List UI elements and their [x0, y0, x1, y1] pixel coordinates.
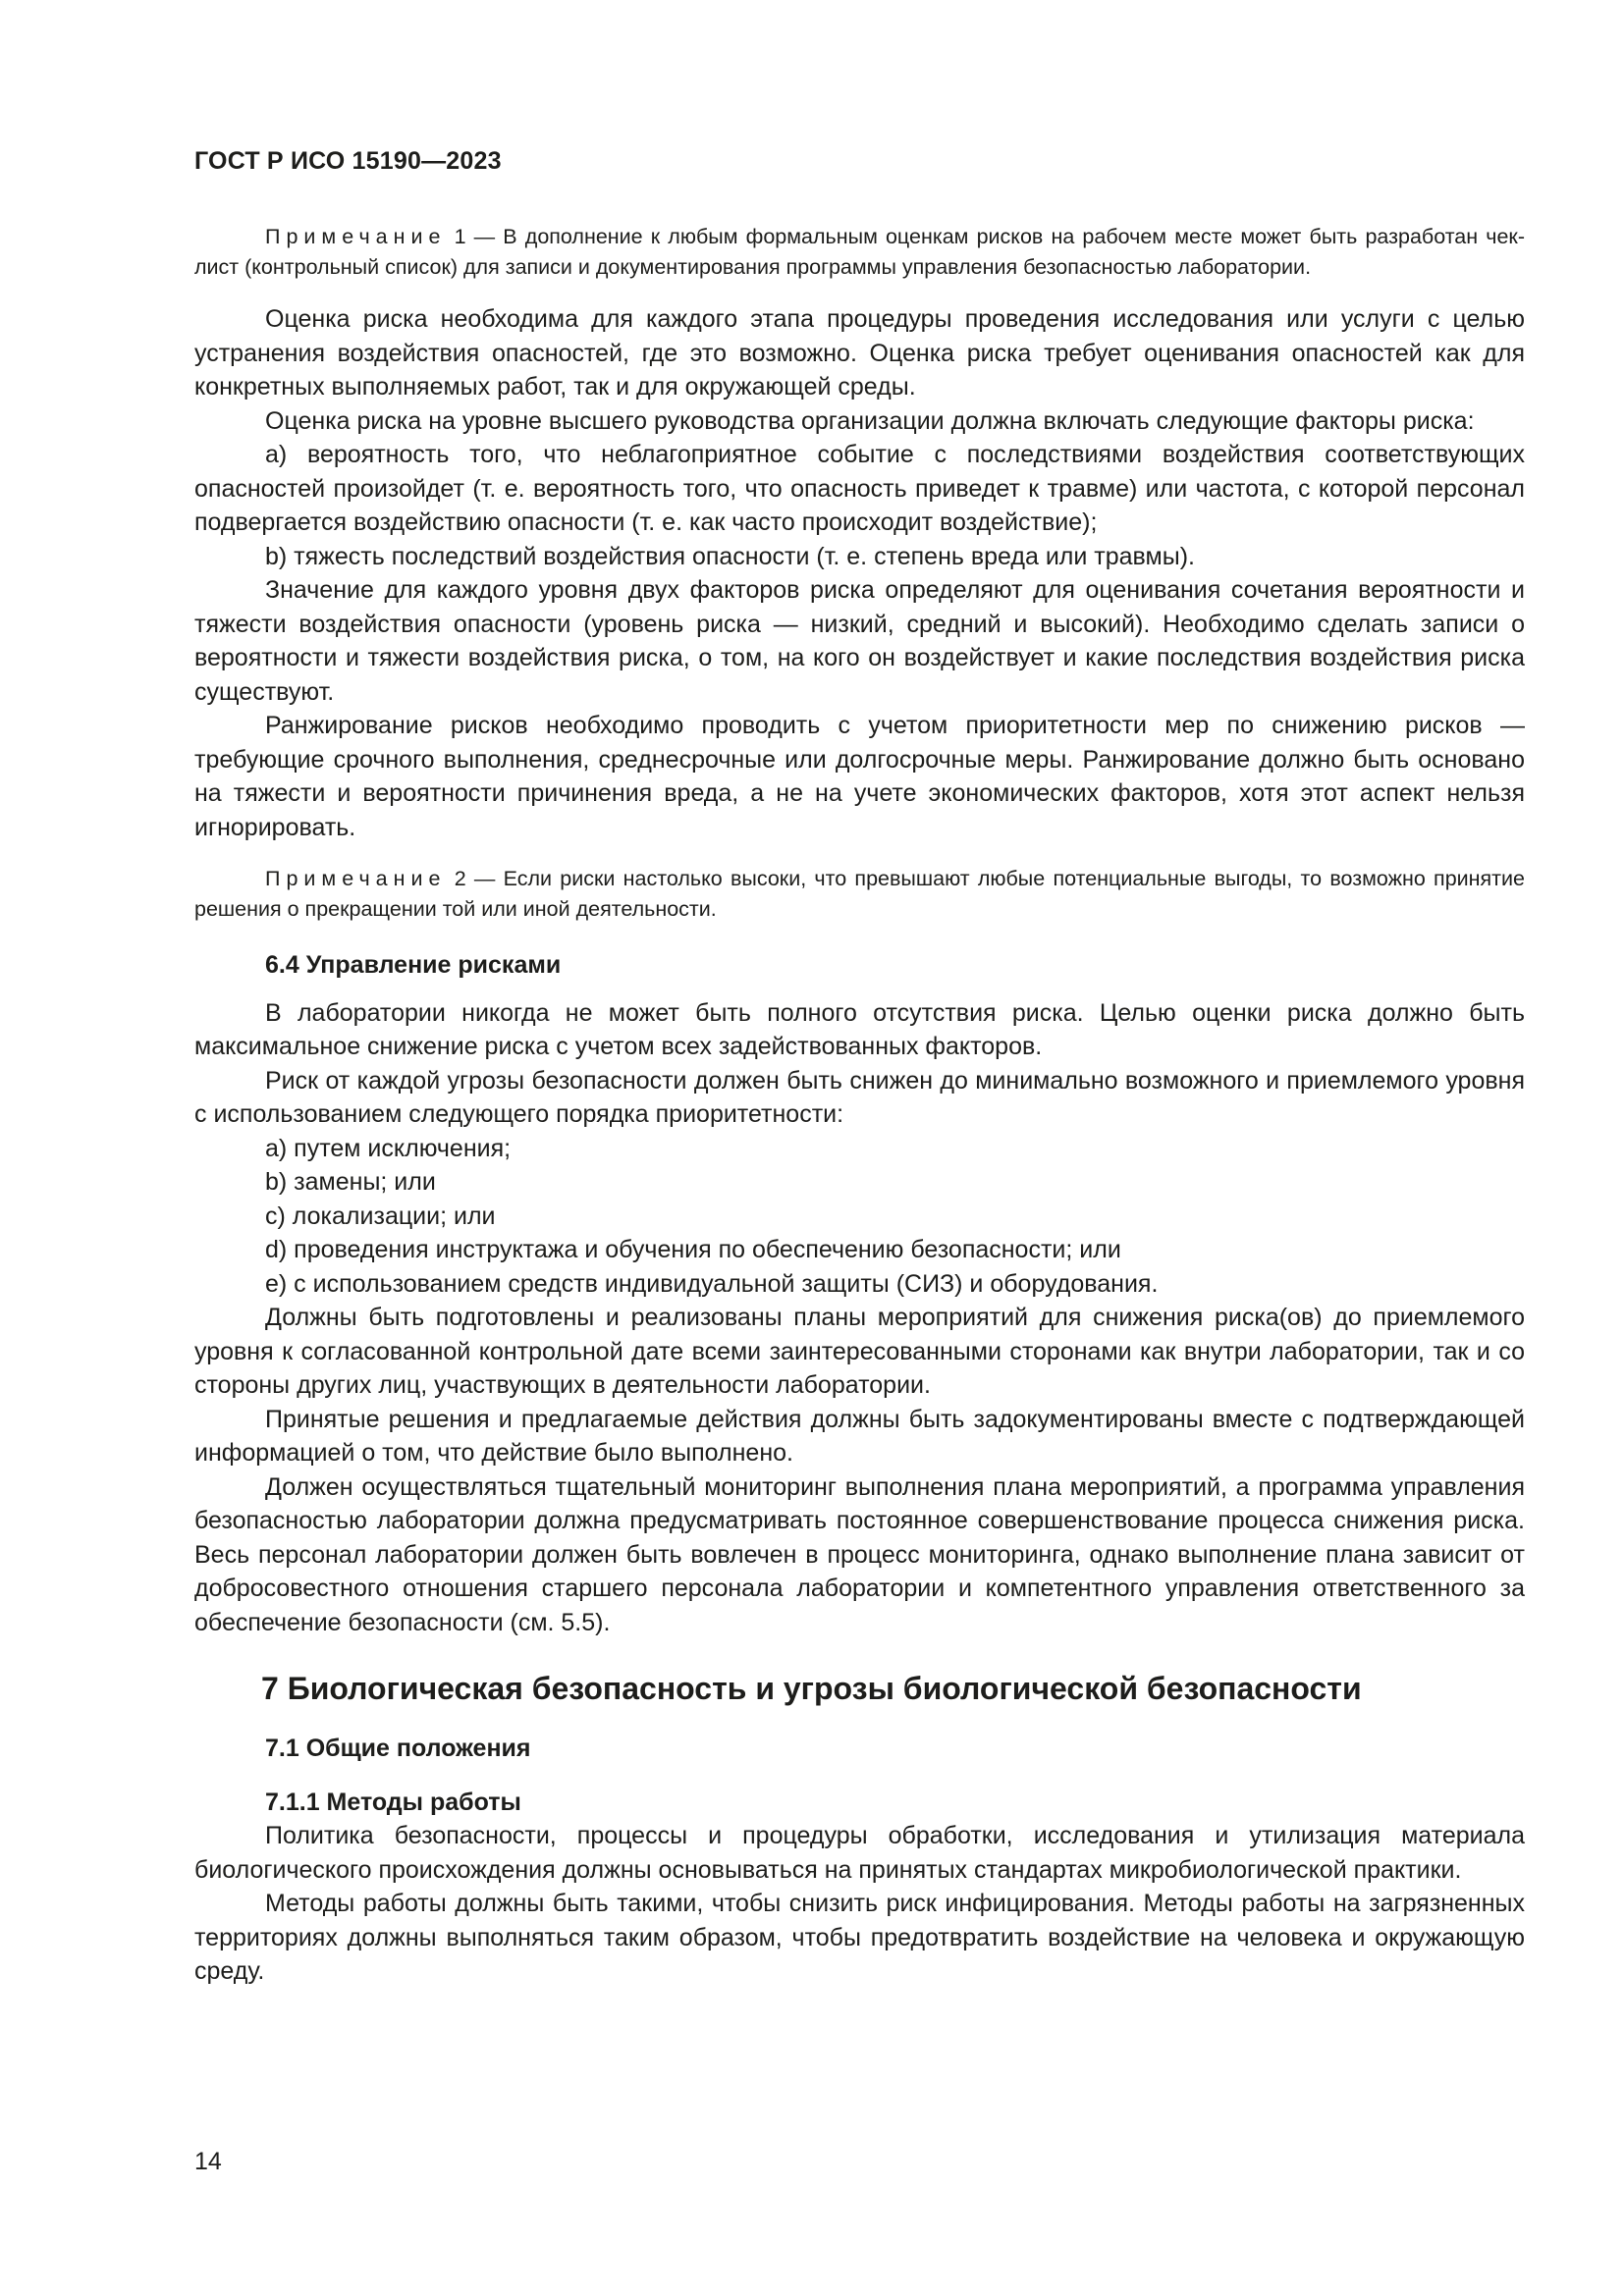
note-2-text: 2 — Если риски настолько высоки, что превышают любые потенциальные выгоды, то возможно принятие решения о прекращении той или иной деятельности. [194, 867, 1525, 921]
page-number: 14 [194, 2148, 222, 2175]
paragraph: Оценка риска на уровне высшего руководства организации должна включать следующие факторы риска: [265, 406, 1475, 435]
paragraph: Методы работы должны быть такими, чтобы снизить риск инфицирования. Методы работы на загрязненных территориях должны выполняться таким образом, чтобы предотвратить воздействие на человека и окружающую среду. [194, 1890, 1525, 1985]
paragraph: Значение для каждого уровня двух факторов риска определяют для оценивания сочетания вероятности и тяжести воздействия опасности (уровень риска — низкий, средний и высокий). Необходимо сделать записи о вероятности и тяжести воздействия риска, о том, на кого он воздействует и какие последствия воздействия риска существуют. [194, 576, 1525, 706]
note-1-label: Примечание [265, 225, 447, 248]
page-body [194, 222, 1525, 1989]
list-item: e) с использованием средств индивидуальной защиты (СИЗ) и оборудования. [265, 1269, 1159, 1298]
list-item: a) вероятность того, что неблагоприятное событие с последствиями воздействия соответствующих опасностей произойдет (т. е. вероятность того, что опасность приведет к травме) или частота, с которой персонал подвергается воздействию опасности (т. е. как часто происходит воздействие); [194, 441, 1525, 536]
note-1-text: 1 — В дополнение к любым формальным оценкам рисков на рабочем месте может быть разработан чек-лист (контрольный список) для записи и документирования программы управления безопасностью лаборатории. [194, 225, 1525, 279]
list-item: b) тяжесть последствий воздействия опасности (т. е. степень вреда или травмы). [265, 542, 1195, 570]
paragraph: Ранжирование рисков необходимо проводить с учетом приоритетности мер по снижению рисков — требующие срочного выполнения, среднесрочные или долгосрочные меры. Ранжирование должно быть основано на тяжести и вероятности причинения вреда, а не на учете экономических факторов, хотя этот аспект нельзя игнорировать. [194, 712, 1525, 841]
paragraph: Принятые решения и предлагаемые действия должны быть задокументированы вместе с подтверждающей информацией о том, что действие было выполнено. [194, 1405, 1525, 1467]
document-code-header: ГОСТ Р ИСО 15190—2023 [194, 147, 502, 175]
note-2-label: Примечание [265, 867, 447, 890]
section-7-1-1-heading: 7.1.1 Методы работы [265, 1788, 521, 1816]
list-item: a) путем исключения; [265, 1134, 512, 1162]
paragraph: Риск от каждой угрозы безопасности должен быть снижен до минимально возможного и приемлемого уровня с использованием следующего порядка приоритетности: [194, 1066, 1525, 1128]
list-item: b) замены; или [265, 1168, 436, 1196]
paragraph: Оценка риска необходима для каждого этапа процедуры проведения исследования или услуги с целью устранения воздействия опасностей, где это возможно. Оценка риска требует оценивания опасностей как для конкретных выполняемых работ, так и для окружающей среды. [194, 305, 1525, 400]
section-7-1-heading: 7.1 Общие положения [265, 1735, 531, 1762]
paragraph: В лаборатории никогда не может быть полного отсутствия риска. Целью оценки риска должно быть максимальное снижение риска с учетом всех задействованных факторов. [194, 998, 1525, 1060]
list-item: d) проведения инструктажа и обучения по обеспечению безопасности; или [265, 1236, 1121, 1263]
note-2 [194, 864, 1525, 925]
paragraph: Политика безопасности, процессы и процедуры обработки, исследования и утилизация материала биологического происхождения должны основываться на принятых стандартах микробиологической практики. [194, 1822, 1525, 1884]
list-item: c) локализации; или [265, 1201, 496, 1230]
paragraph: Должен осуществляться тщательный мониторинг выполнения плана мероприятий, а программа управления безопасностью лаборатории должна предусматривать постоянное совершенствование процесса снижения риска. Весь персонал лаборатории должен быть вовлечен в процесс мониторинга, однако выполнение плана зависит от добросовестного отношения старшего персонала лаборатории и компетентного управления ответственного за обеспечение безопасности (см. 5.5). [194, 1472, 1525, 1636]
paragraph: Должны быть подготовлены и реализованы планы мероприятий для снижения риска(ов) до приемлемого уровня к согласованной контрольной дате всеми заинтересованными сторонами как внутри лаборатории, так и со стороны других лиц, участвующих в деятельности лаборатории. [194, 1304, 1525, 1399]
note-1 [194, 222, 1525, 283]
section-7-heading: 7 Биологическая безопасность и угрозы биологической безопасности [261, 1671, 1362, 1706]
section-6-4-heading: 6.4 Управление рисками [265, 951, 562, 979]
